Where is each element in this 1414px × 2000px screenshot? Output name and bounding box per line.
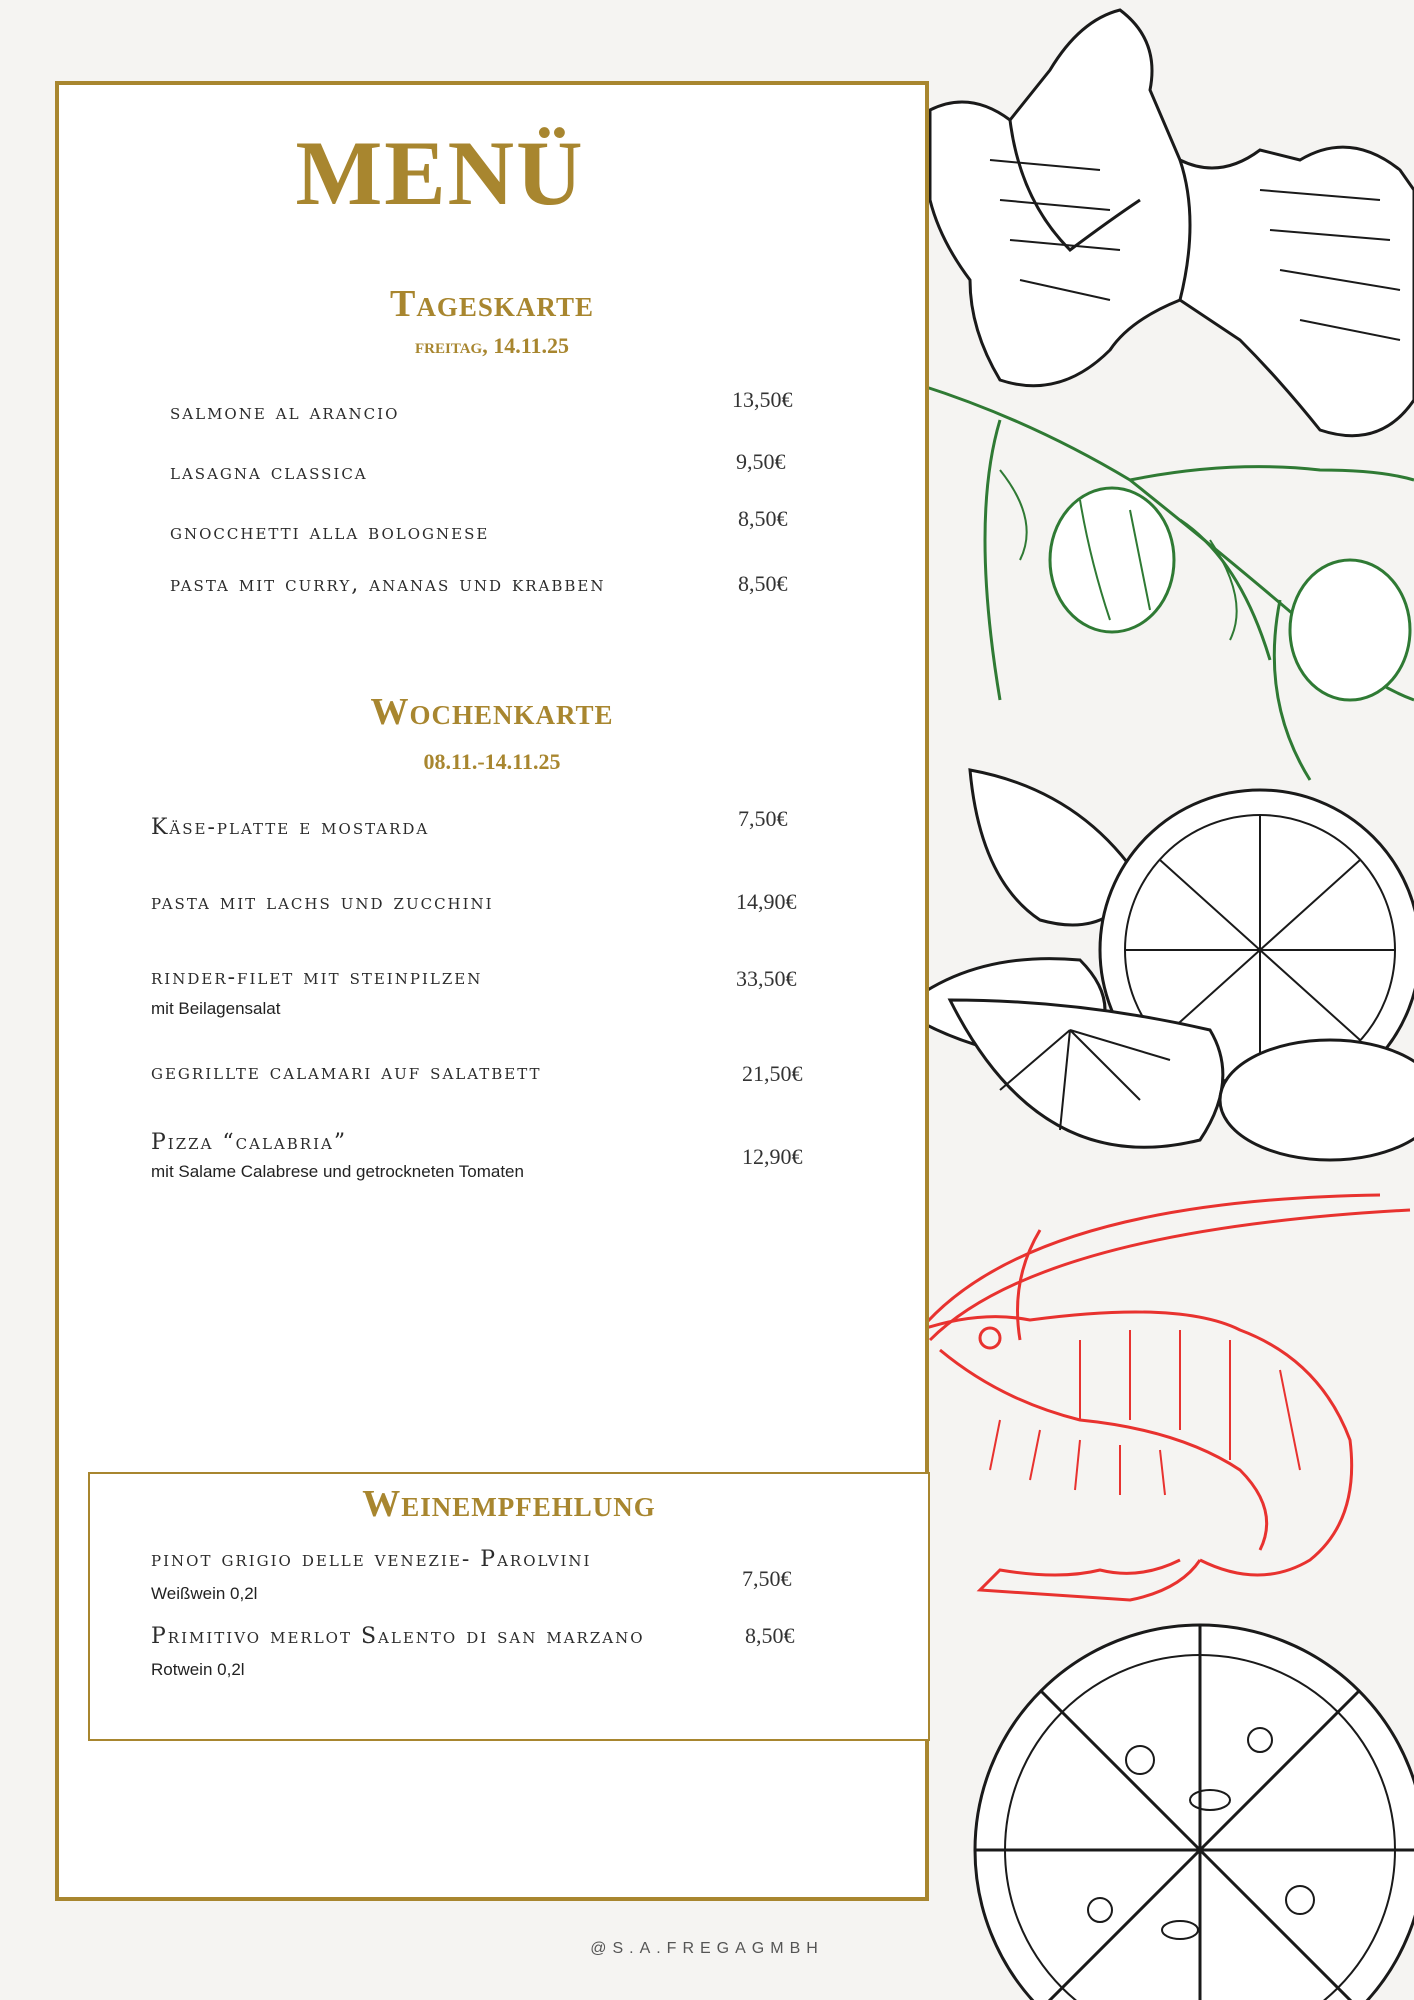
- wein-item-price: 7,50€: [742, 1566, 792, 1591]
- wochenkarte-item-price: 7,50€: [738, 806, 788, 831]
- wochenkarte-item-name: rinder-filet mit steinpilzen: [151, 965, 483, 990]
- wein-item-name: Primitivo merlot Salento di san marzano: [151, 1624, 645, 1649]
- wochenkarte-item-name: Käse-platte e mostarda: [151, 815, 430, 840]
- tageskarte-item-name: salmone al arancio: [170, 400, 400, 425]
- wochenkarte-heading: Wochenkarte: [370, 691, 614, 733]
- wochenkarte-item-price: 21,50€: [742, 1061, 803, 1086]
- wochenkarte-item-name: pasta mit lachs und zucchini: [151, 890, 494, 915]
- tageskarte-heading: Tageskarte: [390, 283, 594, 325]
- footer-handle: @S.A.FREGAGMBH: [590, 1940, 824, 1957]
- wein-item-name: pinot grigio delle venezie- Parolvini: [151, 1547, 592, 1572]
- tageskarte-item-price: 13,50€: [732, 387, 793, 412]
- wochenkarte-item-price: 33,50€: [736, 966, 797, 991]
- wochenkarte-item-name: gegrillte calamari auf salatbett: [151, 1060, 542, 1085]
- olive-branch-icon: [920, 385, 1414, 780]
- wein-item-note: Rotwein 0,2l: [151, 1660, 245, 1679]
- wochenkarte-item-price: 12,90€: [742, 1144, 803, 1169]
- tageskarte-item-name: lasagna classica: [170, 460, 368, 485]
- wein-item-price: 8,50€: [745, 1623, 795, 1648]
- wochenkarte-date: 08.11.-14.11.25: [423, 749, 561, 774]
- wochenkarte-item-name: Pizza “calabria”: [151, 1130, 348, 1155]
- wein-heading: Weinempfehlung: [362, 1483, 656, 1525]
- menu-title: MENÜ: [295, 122, 585, 224]
- wochenkarte-item-note: mit Salame Calabrese und getrockneten Tomaten: [151, 1162, 524, 1181]
- tageskarte-item-name: gnocchetti alla bolognese: [170, 520, 490, 545]
- tageskarte-item-price: 9,50€: [736, 449, 786, 474]
- wochenkarte-item-price: 14,90€: [736, 889, 797, 914]
- tageskarte-item-price: 8,50€: [738, 571, 788, 596]
- tageskarte-date: freitag, 14.11.25: [414, 333, 569, 358]
- wochenkarte-item-note: mit Beilagensalat: [151, 999, 281, 1018]
- lemon-basil-icon: [900, 770, 1414, 1160]
- food-illustrations: [880, 0, 1414, 2000]
- shrimp-icon: [920, 1195, 1410, 1600]
- wein-item-note: Weißwein 0,2l: [151, 1584, 258, 1603]
- tageskarte-item-price: 8,50€: [738, 506, 788, 531]
- farfalle-pasta-icon: [930, 10, 1414, 436]
- tageskarte-item-name: pasta mit curry, ananas und krabben: [170, 572, 606, 597]
